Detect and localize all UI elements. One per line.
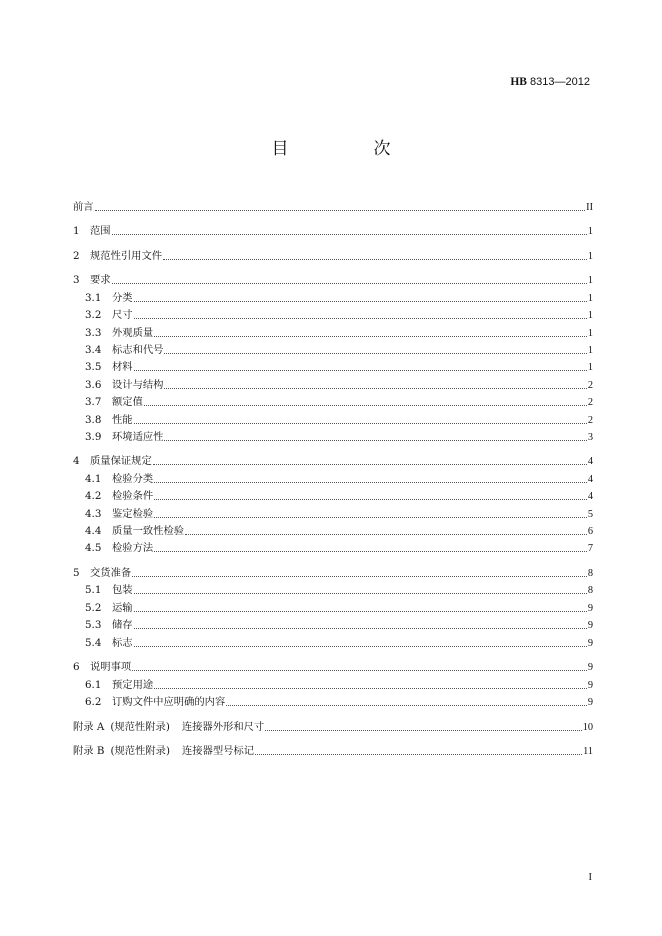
toc-entry-number: 3.1 [85,291,102,304]
toc-entry-title [73,567,131,580]
toc-entry-label: 外观质量 [112,326,154,339]
toc-entry-number: 4.5 [85,542,102,555]
dot-leader [134,300,587,302]
toc-entry[interactable] [73,340,593,357]
dot-leader [154,481,587,483]
dot-leader [134,627,587,629]
standard-number: 8313—2012 [530,76,590,88]
toc-entry[interactable] [73,305,593,322]
toc-entry-title [73,508,153,521]
toc-entry-label: 标志和代号 [112,343,164,356]
toc-entry-label: 储存 [112,619,133,632]
toc-entry-label: 分类 [112,291,133,304]
standard-prefix: HB [510,76,527,88]
toc-entry-label: 规范性引用文件 [90,249,163,262]
dot-leader [132,669,587,671]
toc-entry[interactable] [73,238,593,263]
toc-entry-title [73,414,133,427]
toc-entry[interactable] [73,287,593,304]
dot-leader [154,498,587,500]
toc-page-number: II [586,201,593,213]
toc-page-number: 4 [587,473,593,485]
toc-entry[interactable] [73,674,593,691]
toc-entry-number: 5.2 [85,601,102,614]
toc-entry-title [73,250,162,263]
toc-entry-label: 鉴定检验 [112,507,154,520]
standard-code [510,76,590,88]
toc-entry-number: 3.4 [85,343,102,356]
toc-entry-title [73,525,184,538]
toc-entry-number: 5.3 [85,619,102,632]
dot-leader [226,704,587,706]
toc-page-number: 2 [587,379,593,391]
page-number: I [588,872,592,883]
toc-entry-title [73,745,254,758]
toc-entry-number: 3.2 [85,309,102,322]
dot-leader [134,317,587,319]
toc-entry-title [73,584,133,597]
toc-entry-label: 交货准备 [90,567,132,580]
toc-page-number: 9 [587,662,593,674]
toc-page-number: 7 [587,543,593,555]
toc-page-number: 1 [587,344,593,356]
toc-entry-label: 检验分类 [112,472,154,485]
toc-entry[interactable] [73,214,593,239]
toc-page-number: 9 [587,679,593,691]
dot-leader [164,439,586,441]
toc-entry-number: 3.6 [85,378,102,391]
toc-entry-number: 4.4 [85,525,102,538]
toc-entry-label: 说明事项 [90,661,132,674]
dot-leader [164,387,586,389]
dot-leader [112,282,587,284]
toc-entry-number: 5.4 [85,636,102,649]
dot-leader [154,335,587,337]
toc-page-number: 9 [587,602,593,614]
toc-entry-label: 性能 [112,413,133,426]
toc-entry-title [73,455,152,468]
dot-leader [134,645,587,647]
toc-page-number: 1 [587,226,593,238]
toc-entry-number: 6 [73,661,80,674]
dot-leader [153,463,587,465]
toc-entry-label: 设计与结构 [112,378,164,391]
dot-leader [134,592,587,594]
dot-leader [163,258,587,260]
toc-entry-label: 连接器外形和尺寸 [181,720,265,733]
toc-entry[interactable] [73,597,593,614]
toc-entry-label: 尺寸 [112,309,133,322]
toc-entry-title [73,696,225,709]
toc-page-number: 4 [587,491,593,503]
page-title: 目 次 [271,139,425,159]
toc-entry[interactable] [73,503,593,520]
toc-page-number: 10 [582,721,593,733]
toc-entry-title [73,431,163,444]
toc-entry-title [73,679,153,692]
toc-entry[interactable] [73,427,593,444]
toc-entry[interactable] [73,486,593,503]
toc-entry-title [73,201,94,214]
dot-leader [134,422,587,424]
toc-page-number: 9 [587,696,593,708]
toc-entry-number: 3.5 [85,361,102,374]
toc-entry-number: 4.1 [85,472,102,485]
toc-entry-label: 前言 [73,200,94,213]
dot-leader [144,404,587,406]
toc-entry-title [73,619,133,632]
toc-entry-title [73,602,133,615]
toc-appendix-category: (规范性附录) [110,745,170,758]
toc-entry[interactable] [73,357,593,374]
toc-entry-number: 3 [73,274,80,287]
toc-page-number: 2 [587,414,593,426]
toc-page-number: 8 [587,568,593,580]
toc-entry[interactable] [73,650,593,675]
table-of-contents [73,189,593,758]
toc-page-number: 9 [587,620,593,632]
toc-entry-label: 预定用途 [112,678,154,691]
toc-page-number: 9 [587,637,593,649]
toc-entry-number: 3.8 [85,413,102,426]
toc-entry[interactable] [73,555,593,580]
toc-entry-number: 4 [73,455,80,468]
toc-entry[interactable] [73,444,593,469]
toc-page-number: 5 [587,508,593,520]
dot-leader [134,369,587,371]
toc-entry-title [73,274,111,287]
toc-entry-label: 材料 [112,361,133,374]
toc-entry-title [73,292,133,305]
toc-entry-label: 标志 [112,636,133,649]
toc-entry[interactable] [73,189,593,214]
toc-page-number: 1 [587,362,593,374]
toc-entry-label: 连接器型号标记 [181,745,255,758]
toc-entry-title [73,661,131,674]
toc-entry[interactable] [73,521,593,538]
toc-entry-title [73,637,133,650]
toc-entry-number: 附录 B [73,745,105,758]
dot-leader [95,209,586,211]
toc-entry-number: 5 [73,567,80,580]
toc-page-number: 1 [587,310,593,322]
toc-entry-number: 3.9 [85,430,102,443]
dot-leader [185,533,587,535]
dot-leader [112,233,587,235]
toc-entry-label: 运输 [112,601,133,614]
toc-entry-label: 检验方法 [112,542,154,555]
toc-entry-label: 要求 [90,274,111,287]
toc-entry-number: 6.2 [85,695,102,708]
toc-entry-label: 订购文件中应明确的内容 [112,695,226,708]
toc-page-number: 4 [587,456,593,468]
toc-entry[interactable] [73,392,593,409]
toc-entry[interactable] [73,538,593,555]
toc-entry-number: 5.1 [85,584,102,597]
dot-leader [134,610,587,612]
toc-entry[interactable] [73,409,593,426]
toc-entry-title [73,361,133,374]
dot-leader [154,516,587,518]
dot-leader [255,753,582,755]
toc-entry-label: 质量保证规定 [90,455,152,468]
toc-page-number: 11 [583,746,593,758]
toc-entry-label: 包装 [112,584,133,597]
toc-entry-title [73,379,163,392]
toc-entry-title [73,344,163,357]
toc-entry-title [73,225,111,238]
toc-entry[interactable] [73,709,593,734]
toc-entry-title [73,396,143,409]
toc-entry[interactable] [73,615,593,632]
toc-entry-number: 2 [73,249,80,262]
dot-leader [265,729,581,731]
toc-entry[interactable] [73,263,593,288]
toc-entry-title [73,309,133,322]
dot-leader [132,575,587,577]
toc-page-number: 1 [587,275,593,287]
toc-page-number: 2 [587,397,593,409]
toc-appendix-category: (规范性附录) [110,720,170,733]
toc-entry[interactable] [73,580,593,597]
toc-entry-number: 3.3 [85,326,102,339]
toc-entry-title [73,473,153,486]
toc-entry[interactable] [73,468,593,485]
toc-entry-number: 4.3 [85,507,102,520]
toc-entry-number: 附录 A [73,720,105,733]
toc-entry-label: 质量一致性检验 [112,525,185,538]
toc-page-number: 1 [587,327,593,339]
toc-page-number: 8 [587,585,593,597]
toc-entry-number: 3.7 [85,396,102,409]
toc-entry-number: 1 [73,225,80,238]
toc-entry-title [73,490,153,503]
dot-leader [164,352,586,354]
toc-page-number: 1 [587,292,593,304]
toc-page-number: 6 [587,526,593,538]
toc-entry[interactable] [73,374,593,391]
dot-leader [154,687,587,689]
toc-entry-title [73,721,264,734]
dot-leader [154,550,587,552]
toc-entry-title [73,327,153,340]
toc-page-number: 3 [587,431,593,443]
toc-entry-label: 额定值 [112,396,143,409]
toc-entry-title [73,542,153,555]
toc-entry[interactable] [73,322,593,339]
toc-entry[interactable] [73,734,593,759]
toc-entry-label: 范围 [90,225,111,238]
toc-entry[interactable] [73,692,593,709]
toc-entry-label: 环境适应性 [112,430,164,443]
toc-page-number: 1 [587,250,593,262]
toc-entry-number: 6.1 [85,678,102,691]
toc-entry-label: 检验条件 [112,490,154,503]
toc-entry[interactable] [73,632,593,649]
toc-entry-number: 4.2 [85,490,102,503]
